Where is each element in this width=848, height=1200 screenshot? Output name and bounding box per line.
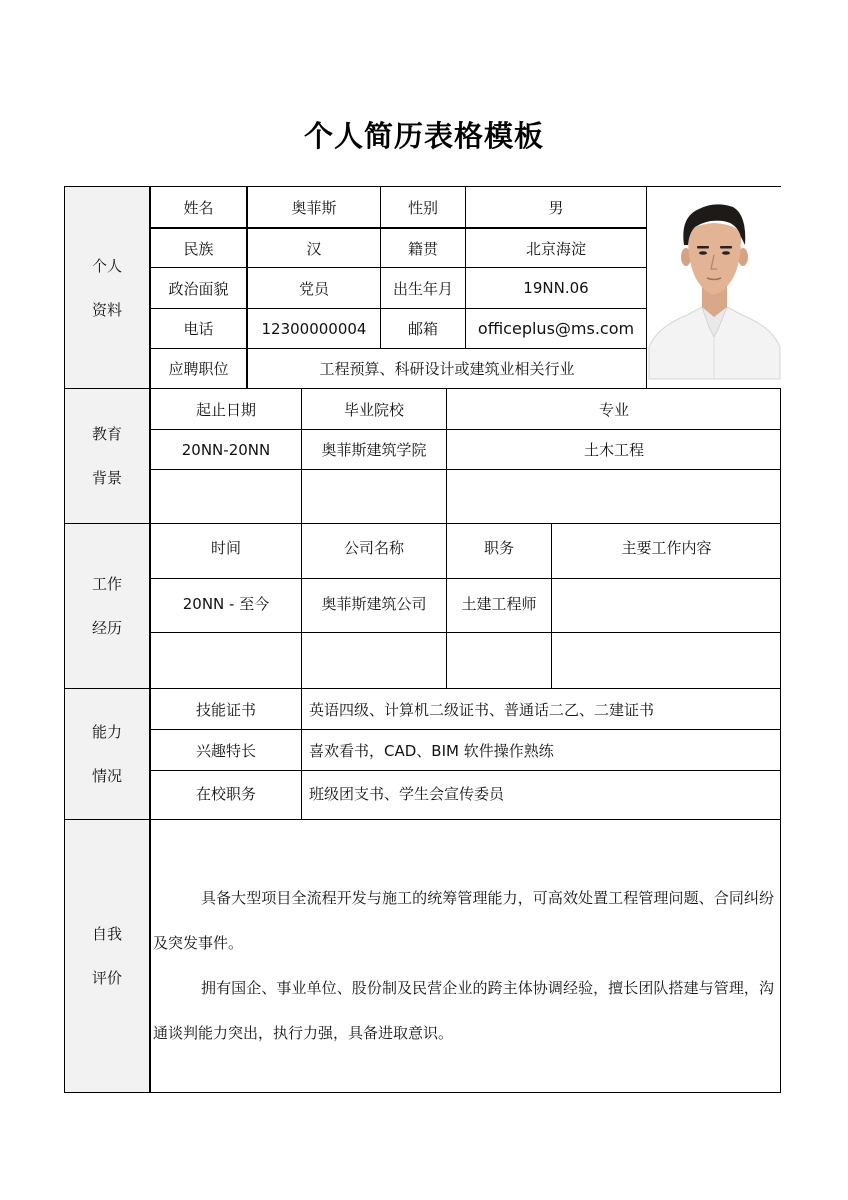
edu-header-school: 毕业院校: [301, 389, 446, 429]
position-label: 应聘职位: [151, 348, 246, 388]
gender-value: 男: [465, 187, 646, 227]
section-self-evaluation: [65, 820, 780, 1092]
edu-header-major: 专业: [446, 389, 781, 429]
political-value: 党员: [246, 267, 380, 308]
ethnicity-label: 民族: [151, 227, 246, 267]
work-header-title: 职务: [446, 524, 551, 578]
gender-label: 性别: [380, 187, 465, 227]
self-evaluation-paragraph: 具备大型项目全流程开发与施工的统筹管理能力，可高效处置工程管理问题、合同纠纷及突发事件。: [153, 889, 774, 952]
category-personal: 个人 资料: [65, 187, 151, 388]
ethnicity-value: 汉: [246, 227, 380, 267]
ability-value: 喜欢看书，CAD、BIM 软件操作熟练: [301, 729, 781, 770]
ability-label: 兴趣特长: [151, 729, 301, 770]
work-cell: [446, 632, 551, 688]
self-evaluation-paragraph: 拥有国企、事业单位、股份制及民营企业的跨主体协调经验，擅长团队搭建与管理，沟通谈判能力突出，执行力强，具备进取意识。: [153, 979, 774, 1042]
edu-cell: [151, 469, 301, 523]
work-cell: 土建工程师: [446, 578, 551, 632]
email-label: 邮箱: [380, 308, 465, 348]
birth-label: 出生年月: [380, 267, 465, 308]
resume-table: [64, 186, 781, 1093]
section-ability: [65, 689, 780, 820]
section-work: [65, 524, 780, 689]
portrait-image-icon: [647, 187, 781, 388]
category-ability: 能力 情况: [65, 689, 151, 819]
work-cell: [551, 632, 781, 688]
edu-header-dates: 起止日期: [195, 400, 256, 419]
hometown-label: 籍贯: [380, 227, 465, 267]
self-evaluation-text: [153, 876, 774, 1056]
category-self-evaluation: 自我 评价: [65, 820, 151, 1092]
birth-value: 19NN.06: [465, 267, 646, 308]
work-cell: [301, 632, 446, 688]
work-cell: 奥菲斯建筑公司: [301, 578, 446, 632]
name-label: 姓名: [183, 198, 214, 217]
work-cell: 20NN - 至今: [151, 578, 301, 632]
category-education: 教育 背景: [65, 389, 151, 523]
edu-cell: 奥菲斯建筑学院: [301, 429, 446, 469]
section-education: [65, 389, 780, 524]
work-header-duties: 主要工作内容: [551, 524, 781, 578]
email-value: officeplus@ms.com: [465, 308, 646, 348]
edu-cell: [301, 469, 446, 523]
edu-cell: 土木工程: [446, 429, 781, 469]
work-header-time: 时间: [210, 538, 241, 557]
ability-label: 在校职务: [151, 770, 301, 819]
ability-value: 班级团支书、学生会宣传委员: [301, 770, 781, 819]
edu-cell: [446, 469, 781, 523]
name-value: 奥菲斯: [246, 187, 380, 227]
work-cell: [151, 632, 301, 688]
work-header-company: 公司名称: [301, 524, 446, 578]
position-value: 工程预算、科研设计或建筑业相关行业: [246, 348, 646, 388]
work-cell: [551, 578, 781, 632]
hometown-value: 北京海淀: [465, 227, 646, 267]
ability-label: 技能证书: [195, 700, 256, 719]
category-work: 工作 经历: [65, 524, 151, 688]
phone-value: 12300000004: [246, 308, 380, 348]
section-personal: [65, 187, 780, 389]
political-label: 政治面貌: [151, 267, 246, 308]
ability-value: 英语四级、计算机二级证书、普通话二乙、二建证书: [301, 689, 781, 729]
edu-cell: 20NN-20NN: [151, 429, 301, 469]
phone-label: 电话: [151, 308, 246, 348]
portrait-photo: [646, 187, 781, 388]
page-title: 个人简历表格模板: [303, 119, 544, 153]
